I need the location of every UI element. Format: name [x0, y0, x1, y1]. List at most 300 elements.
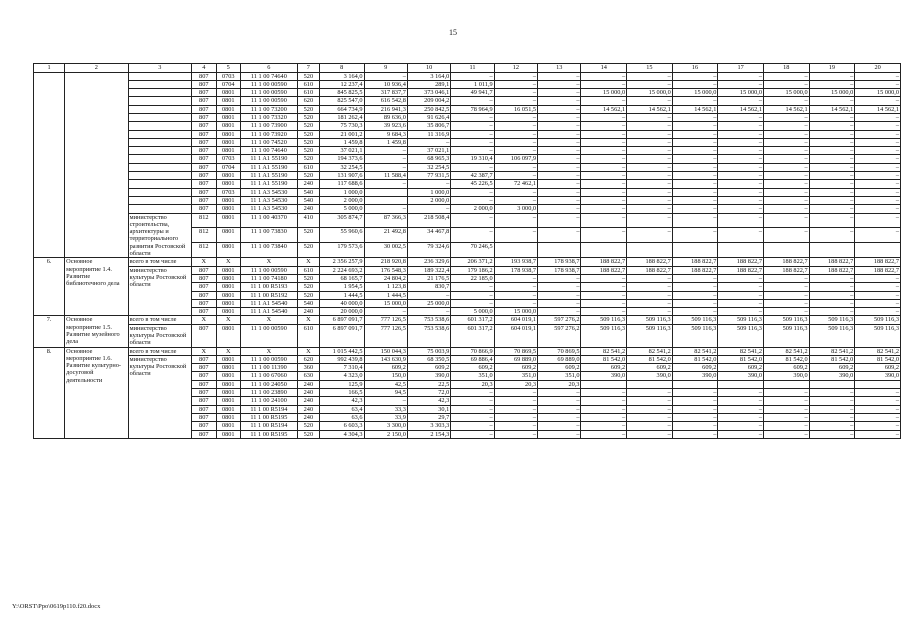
table-cell: –	[672, 80, 718, 88]
table-cell: –	[672, 405, 718, 413]
table-cell: –	[855, 308, 901, 316]
table-cell: 15 000,0	[809, 89, 855, 97]
table-cell	[763, 380, 809, 388]
table-cell: –	[672, 97, 718, 105]
table-cell: 0801	[216, 105, 240, 113]
table-cell: 509 116,3	[809, 324, 855, 347]
table-cell: 390,0	[855, 372, 901, 380]
table-cell: 82 541,2	[718, 347, 764, 355]
table-cell	[855, 380, 901, 388]
table-cell: –	[855, 299, 901, 307]
table-cell	[494, 243, 537, 258]
table-cell: –	[494, 89, 537, 97]
table-cell: –	[763, 72, 809, 80]
table-cell: 68 350,5	[407, 355, 450, 363]
table-cell: 390,0	[718, 372, 764, 380]
table-cell: 81 542,0	[855, 355, 901, 363]
table-cell: 0801	[216, 122, 240, 130]
table-cell: 82 541,2	[627, 347, 673, 355]
table-cell: 11 1 A1 54540	[241, 299, 298, 307]
table-cell: 14 562,1	[672, 105, 718, 113]
executor-cell	[128, 172, 191, 180]
table-cell: –	[451, 299, 494, 307]
table-cell: –	[407, 291, 450, 299]
table-cell: –	[494, 299, 537, 307]
table-cell: –	[538, 80, 581, 88]
table-cell: 20 000,0	[320, 308, 365, 316]
table-cell: 20,3	[451, 380, 494, 388]
table-cell: 11 1 00 24050	[241, 380, 298, 388]
table-cell	[627, 380, 673, 388]
table-cell: –	[672, 205, 718, 213]
table-cell: 807	[192, 196, 216, 204]
executor-total-label: всего в том числе	[128, 258, 191, 266]
table-cell: –	[718, 172, 764, 180]
table-cell: –	[581, 405, 627, 413]
table-cell: –	[581, 422, 627, 430]
table-cell: –	[718, 430, 764, 438]
table-cell: 39 923,6	[364, 122, 407, 130]
table-cell: –	[627, 422, 673, 430]
table-cell: 609,2	[627, 364, 673, 372]
executor-name: министерство строительства, архитектуры и территориального развития Ростовской области	[128, 213, 191, 258]
column-header: 6	[241, 64, 298, 73]
table-cell: 609,2	[718, 364, 764, 372]
table-cell: –	[627, 97, 673, 105]
table-cell: Х	[297, 258, 319, 266]
table-cell: –	[763, 405, 809, 413]
table-cell: –	[538, 389, 581, 397]
table-cell: 22 185,0	[451, 274, 494, 282]
table-cell: Х	[241, 316, 298, 324]
table-cell: 520	[297, 105, 319, 113]
table-cell: 68 965,3	[407, 155, 450, 163]
table-cell: –	[718, 188, 764, 196]
table-cell: –	[763, 228, 809, 243]
table-cell: –	[855, 80, 901, 88]
column-header: 4	[192, 64, 216, 73]
table-cell: –	[763, 196, 809, 204]
table-cell: 807	[192, 372, 216, 380]
table-cell: 11 1 00 R5192	[241, 291, 298, 299]
executor-cell	[128, 105, 191, 113]
table-cell: –	[627, 163, 673, 171]
table-cell: –	[809, 422, 855, 430]
column-header: 19	[809, 64, 855, 73]
table-cell: 777 126,5	[364, 324, 407, 347]
table-cell: –	[494, 274, 537, 282]
table-cell: 34 467,8	[407, 228, 450, 243]
table-cell: –	[855, 155, 901, 163]
table-cell: 0801	[216, 228, 240, 243]
table-cell: 7 310,4	[320, 364, 365, 372]
table-cell: 0801	[216, 380, 240, 388]
table-cell: 753 538,6	[407, 324, 450, 347]
table-cell: 240	[297, 380, 319, 388]
table-cell: –	[855, 147, 901, 155]
table-row	[34, 196, 901, 204]
table-cell: 807	[192, 72, 216, 80]
table-cell: –	[627, 405, 673, 413]
table-cell: –	[538, 113, 581, 121]
table-cell: –	[763, 283, 809, 291]
table-cell: –	[538, 413, 581, 421]
table-cell: Х	[241, 347, 298, 355]
row-number: 8.	[34, 347, 65, 438]
table-cell: 777 126,5	[364, 316, 407, 324]
table-cell: 11 1 00 R5194	[241, 405, 298, 413]
table-cell: 992 439,8	[320, 355, 365, 363]
table-cell: 1 444,5	[364, 291, 407, 299]
table-cell: –	[581, 397, 627, 405]
table-cell: –	[494, 147, 537, 155]
table-cell: 143 630,9	[364, 355, 407, 363]
table-cell: 807	[192, 80, 216, 88]
table-cell: 11 1 00 00590	[241, 355, 298, 363]
table-cell: 11 1 A3 54530	[241, 196, 298, 204]
table-cell: 289,1	[407, 80, 450, 88]
table-cell: –	[581, 389, 627, 397]
table-cell: –	[672, 196, 718, 204]
table-cell: –	[763, 291, 809, 299]
table-cell: 390,0	[581, 372, 627, 380]
table-cell: –	[494, 389, 537, 397]
executor-cell	[128, 122, 191, 130]
column-header: 10	[407, 64, 450, 73]
table-cell	[718, 380, 764, 388]
table-cell: –	[627, 389, 673, 397]
executor-cell	[128, 205, 191, 213]
table-cell: 0801	[216, 372, 240, 380]
table-cell: 0801	[216, 308, 240, 316]
table-cell: –	[855, 113, 901, 121]
table-cell: –	[581, 172, 627, 180]
table-cell: 3 164,0	[320, 72, 365, 80]
table-row	[34, 147, 901, 155]
table-cell: –	[538, 172, 581, 180]
table-cell: 70 246,5	[451, 243, 494, 258]
table-cell: 807	[192, 299, 216, 307]
table-cell: 30,1	[407, 405, 450, 413]
executor-name: министерство культуры Ростовской области	[128, 355, 191, 438]
table-cell: –	[763, 130, 809, 138]
table-cell: 11 588,4	[364, 172, 407, 180]
table-cell: 5 000,0	[451, 308, 494, 316]
table-cell: 520	[297, 147, 319, 155]
table-cell: –	[718, 405, 764, 413]
table-cell: –	[809, 274, 855, 282]
table-cell: –	[627, 155, 673, 163]
table-cell: 807	[192, 397, 216, 405]
table-cell: –	[494, 72, 537, 80]
table-cell: 20,3	[538, 380, 581, 388]
table-cell: 240	[297, 413, 319, 421]
table-cell: 216 941,3	[364, 105, 407, 113]
table-cell: 360	[297, 364, 319, 372]
table-cell: 807	[192, 130, 216, 138]
table-cell	[538, 243, 581, 258]
table-cell: 390,0	[763, 372, 809, 380]
table-cell: –	[627, 188, 673, 196]
table-row	[34, 324, 901, 347]
table-cell: 81 542,0	[763, 355, 809, 363]
table-cell: –	[855, 389, 901, 397]
table-cell: 3 300,0	[364, 422, 407, 430]
table-cell: 106 097,9	[494, 155, 537, 163]
table-cell: –	[855, 180, 901, 188]
table-cell: 15 000,0	[494, 308, 537, 316]
table-cell: –	[627, 291, 673, 299]
table-cell: 4 304,3	[320, 430, 365, 438]
table-cell: –	[627, 299, 673, 307]
executor-name: министерство культуры Ростовской области	[128, 266, 191, 316]
event-name: Основное мероприятие 1.6. Развитие культурно-досуговой деятельности	[65, 347, 128, 438]
table-cell: 72 462,1	[494, 180, 537, 188]
table-cell: –	[718, 422, 764, 430]
table-cell: –	[538, 180, 581, 188]
column-header: 13	[538, 64, 581, 73]
table-cell: 6 603,3	[320, 422, 365, 430]
table-cell: 509 116,3	[627, 324, 673, 347]
table-cell: –	[809, 413, 855, 421]
table-cell: –	[581, 147, 627, 155]
table-cell: 609,2	[364, 364, 407, 372]
table-cell: 0801	[216, 138, 240, 146]
table-cell: –	[581, 163, 627, 171]
table-cell: 601 317,2	[451, 316, 494, 324]
table-cell: 520	[297, 122, 319, 130]
table-cell: –	[809, 196, 855, 204]
table-cell: 509 116,3	[581, 316, 627, 324]
executor-cell	[128, 196, 191, 204]
table-cell: 10 936,4	[364, 80, 407, 88]
column-header: 2	[65, 64, 128, 73]
table-cell: 0801	[216, 196, 240, 204]
table-cell: 14 562,1	[809, 105, 855, 113]
table-cell: 82 541,2	[672, 347, 718, 355]
table-cell: –	[672, 308, 718, 316]
table-row	[34, 138, 901, 146]
table-cell: 845 825,5	[320, 89, 365, 97]
table-cell: –	[364, 72, 407, 80]
table-cell: Х	[297, 347, 319, 355]
table-cell: 0801	[216, 405, 240, 413]
executor-cell	[128, 138, 191, 146]
table-cell: 807	[192, 266, 216, 274]
table-cell: –	[494, 397, 537, 405]
table-cell: 189 322,4	[407, 266, 450, 274]
table-cell: 807	[192, 283, 216, 291]
table-cell: –	[581, 138, 627, 146]
table-cell: 188 822,7	[581, 266, 627, 274]
table-cell: –	[538, 163, 581, 171]
table-cell: –	[809, 308, 855, 316]
table-row	[34, 205, 901, 213]
table-cell: –	[538, 299, 581, 307]
table-cell: 178 938,7	[494, 266, 537, 274]
table-cell: 81 542,0	[581, 355, 627, 363]
table-cell: 520	[297, 243, 319, 258]
table-row	[34, 172, 901, 180]
table-cell: –	[581, 430, 627, 438]
table-cell: 14 562,1	[855, 105, 901, 113]
table-cell: 49 941,7	[451, 89, 494, 97]
table-cell: 11 1 00 40370	[241, 213, 298, 228]
table-cell	[672, 380, 718, 388]
table-cell: –	[494, 138, 537, 146]
table-cell: 0703	[216, 155, 240, 163]
table-cell: –	[672, 291, 718, 299]
table-cell: –	[538, 147, 581, 155]
table-cell: 509 116,3	[672, 324, 718, 347]
table-cell: –	[809, 97, 855, 105]
table-cell: –	[627, 147, 673, 155]
table-cell: –	[672, 138, 718, 146]
table-cell: 807	[192, 163, 216, 171]
table-cell: 68 165,7	[320, 274, 365, 282]
table-cell: –	[538, 228, 581, 243]
table-cell: 188 822,7	[855, 258, 901, 266]
table-cell: 351,0	[538, 372, 581, 380]
table-cell: –	[809, 397, 855, 405]
table-cell: 807	[192, 430, 216, 438]
table-cell: –	[494, 163, 537, 171]
table-cell: 540	[297, 196, 319, 204]
table-cell: 75 730,3	[320, 122, 365, 130]
table-cell: –	[581, 228, 627, 243]
table-cell: 609,2	[407, 364, 450, 372]
table-cell: –	[763, 205, 809, 213]
table-cell: 630	[297, 372, 319, 380]
table-cell: –	[581, 196, 627, 204]
table-cell: –	[581, 283, 627, 291]
table-cell: –	[809, 138, 855, 146]
table-cell: –	[855, 213, 901, 228]
table-cell: –	[494, 422, 537, 430]
executor-cell	[128, 147, 191, 155]
table-cell: –	[718, 122, 764, 130]
table-cell: 807	[192, 274, 216, 282]
table-cell: –	[538, 105, 581, 113]
budget-table	[33, 63, 901, 439]
table-cell: 509 116,3	[672, 316, 718, 324]
table-cell: 609,2	[763, 364, 809, 372]
table-cell: –	[581, 291, 627, 299]
table-cell: 79 324,6	[407, 243, 450, 258]
table-cell: 19 310,4	[451, 155, 494, 163]
table-cell: –	[451, 422, 494, 430]
table-cell: 11 1 A1 55190	[241, 163, 298, 171]
table-cell: –	[672, 180, 718, 188]
table-cell: 11 1 00 74640	[241, 147, 298, 155]
table-cell: 520	[297, 274, 319, 282]
table-cell: –	[364, 163, 407, 171]
table-cell: 11 1 A3 54530	[241, 205, 298, 213]
table-cell: 0704	[216, 163, 240, 171]
table-cell: 5 000,0	[320, 205, 365, 213]
table-cell: 11 1 A1 55190	[241, 155, 298, 163]
table-cell: 0801	[216, 299, 240, 307]
table-cell: 807	[192, 308, 216, 316]
table-cell: 0801	[216, 355, 240, 363]
table-cell: –	[763, 413, 809, 421]
table-cell: –	[718, 299, 764, 307]
table-cell: –	[538, 89, 581, 97]
table-cell: –	[451, 130, 494, 138]
table-cell: 240	[297, 405, 319, 413]
table-cell: 2 000,0	[320, 196, 365, 204]
table-cell: 11 1 00 74520	[241, 138, 298, 146]
table-cell: 9 684,3	[364, 130, 407, 138]
table-cell: –	[718, 274, 764, 282]
table-cell: 14 562,1	[763, 105, 809, 113]
table-cell: –	[809, 80, 855, 88]
table-cell: 1 000,0	[320, 188, 365, 196]
table-cell: –	[364, 397, 407, 405]
table-cell: 520	[297, 172, 319, 180]
table-cell: –	[627, 122, 673, 130]
table-cell: 520	[297, 155, 319, 163]
table-cell: 131 907,6	[320, 172, 365, 180]
table-cell: –	[581, 180, 627, 188]
table-cell: 604 019,1	[494, 324, 537, 347]
table-cell: –	[627, 283, 673, 291]
table-cell: 620	[297, 355, 319, 363]
table-row	[34, 122, 901, 130]
table-cell: –	[672, 113, 718, 121]
table-cell: –	[494, 283, 537, 291]
table-cell: –	[809, 405, 855, 413]
table-cell: –	[538, 283, 581, 291]
table-cell: –	[538, 196, 581, 204]
row-number	[34, 72, 65, 258]
table-cell: 21 176,5	[407, 274, 450, 282]
table-cell: Х	[192, 316, 216, 324]
table-cell: –	[538, 308, 581, 316]
column-header: 8	[320, 64, 365, 73]
table-cell: 410	[297, 213, 319, 228]
header-row	[34, 64, 901, 73]
table-cell: –	[581, 205, 627, 213]
table-cell: 33,3	[364, 405, 407, 413]
table-cell: 2 224 693,2	[320, 266, 365, 274]
table-cell: –	[809, 147, 855, 155]
table-cell: –	[855, 196, 901, 204]
table-cell: 78 964,9	[451, 105, 494, 113]
table-cell: –	[627, 308, 673, 316]
table-cell: 1 000,0	[407, 188, 450, 196]
executor-cell	[128, 113, 191, 121]
table-cell: 825 547,0	[320, 97, 365, 105]
table-cell: –	[451, 113, 494, 121]
table-cell: –	[494, 172, 537, 180]
table-cell: –	[809, 430, 855, 438]
table-cell: 807	[192, 172, 216, 180]
column-header: 11	[451, 64, 494, 73]
table-cell: 91 626,4	[407, 113, 450, 121]
table-cell: 11 1 00 73920	[241, 130, 298, 138]
table-cell: –	[809, 72, 855, 80]
table-cell: –	[809, 155, 855, 163]
table-cell: 15 000,0	[763, 89, 809, 97]
table-cell: –	[718, 180, 764, 188]
table-cell: 390,0	[809, 372, 855, 380]
table-cell: 610	[297, 163, 319, 171]
table-cell: 176 548,3	[364, 266, 407, 274]
table-cell: 0801	[216, 422, 240, 430]
table-cell: 82 541,2	[763, 347, 809, 355]
table-cell: –	[718, 291, 764, 299]
